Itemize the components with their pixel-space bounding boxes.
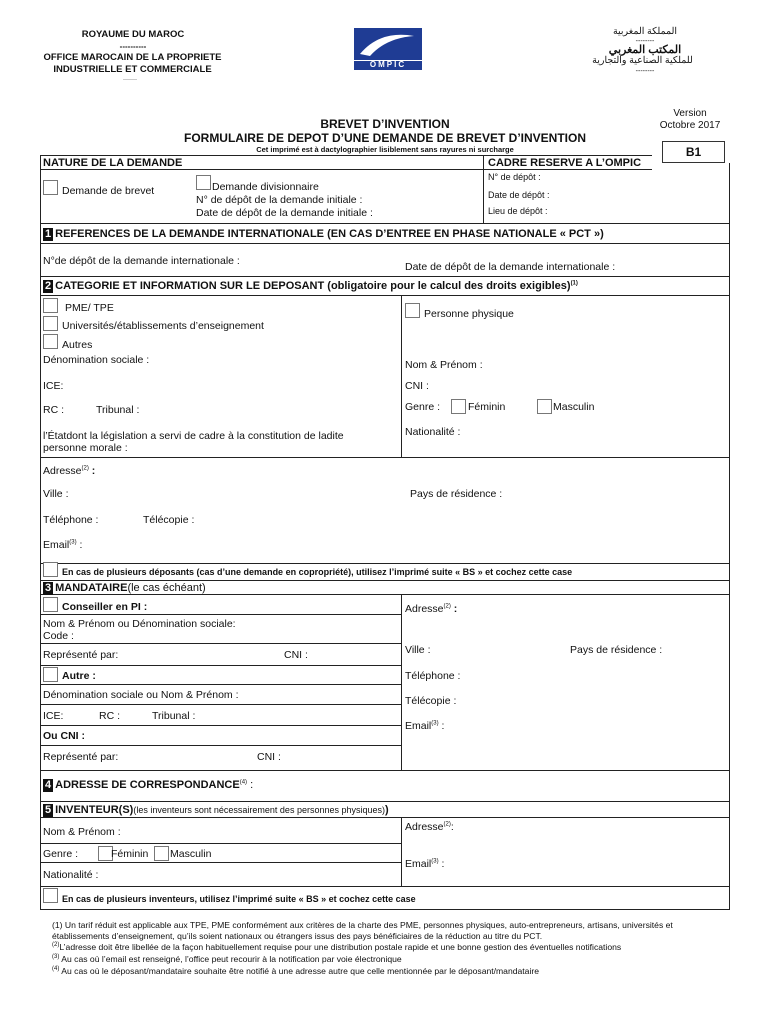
s3-telephone-label: Téléphone : [405,670,461,682]
date-depot-initiale-label: Date de dépôt de la demande initiale : [196,207,373,219]
ice-label: ICE: [43,380,64,392]
email-sup: (3) [69,539,77,546]
s1-title: REFERENCES DE LA DEMANDE INTERNATIONALE (EN CAS D’ENTREE EN PHASE NATIONALE « PCT ») [55,228,604,240]
s5-masculin-label: Masculin [170,848,212,860]
s3-represente-label: Représenté par: [43,649,119,661]
s5-adresse-text: Adresse [405,821,444,833]
pme-checkbox[interactable] [43,298,58,313]
s4-sup: (4) [239,779,248,786]
universites-label: Universités/établissements d’enseignement [62,320,264,332]
telecopie-label: Télécopie : [143,514,195,526]
s3-heading [43,582,206,595]
s2-heading [43,280,578,293]
s3-rc-label: RC : [99,710,120,722]
masculin-label: Masculin [553,401,595,413]
s4-title: ADRESSE DE CORRESPONDANCE [55,779,240,791]
cadre-lieu-depot: Lieu de dépôt : [488,206,548,216]
footnote-2-mark: (2) [52,942,60,949]
s3-nom-denom-label: Nom & Prénom ou Dénomination sociale: [43,618,236,630]
s5-masculin-checkbox[interactable] [154,846,169,861]
pme-label: PME/ TPE [65,302,114,314]
s1-no-depot-label: N°de dépôt de la demande internationale : [43,255,240,267]
form-code-box: B1 [662,141,725,163]
s3-pays-label: Pays de résidence : [570,644,663,656]
adresse-label: Adresse$^{(2)}$ : [43,465,96,477]
header-left-line5: ------- [123,77,137,83]
s3-denom-nom-label: Dénomination sociale ou Nom & Prénom : [43,689,239,701]
email-text: Email [43,539,70,551]
s5-nom-prenom-label: Nom & Prénom : [43,826,121,838]
s5-email-label: Email$^{(3)}$ : [405,858,445,870]
genre-label: Genre : [405,401,441,413]
version-date: Octobre 2017 [659,120,721,131]
header-left-line4: INDUSTRIELLE ET COMMERCIALE [53,64,212,75]
header-left-line2: ---------- [119,42,147,51]
autres-label: Autres [62,339,93,351]
no-depot-initiale-label: N° de dépôt de la demande initiale : [196,194,363,206]
footnote-4-text: Au cas où le déposant/mandataire souhaite être notifié à une adresse autre que celle mentionnée par le déposant/mandataire [61,966,540,976]
s2-plusieurs-checkbox[interactable] [43,562,58,577]
s1-number: 1 [45,228,52,240]
footnote-3-mark: (3) [52,954,60,961]
s2-number: 2 [45,280,52,292]
nature-heading: NATURE DE LA DEMANDE [43,157,183,169]
ompic-logo [352,26,424,72]
feminin-checkbox[interactable] [451,399,466,414]
s3-cni-label: CNI : [284,649,308,661]
denomination-label: Dénomination sociale : [43,354,150,366]
brevet-label: Demande de brevet [62,185,155,197]
s3-ville-label: Ville : [405,644,431,656]
footnote-2-text: L’adresse doit être libellée de la façon habituellement requise pour une distribution postale rapide et une bonne gestion des éventuelles notifications [59,942,622,952]
ville-label: Ville : [43,488,69,500]
header-left-line3: OFFICE MAROCAIN DE LA PROPRIETE [43,52,222,63]
autre-checkbox[interactable] [43,667,58,682]
s3-represente2-label: Représenté par: [43,751,119,763]
cadre-date-depot: Date de dépôt : [488,190,550,200]
email-label: Email$^{(3)}$ : [43,539,83,551]
footnote-3-text: Au cas où l’email est renseigné, l’office peut recourir à la notification par voie électronique [61,954,402,964]
s5-nationalite-label: Nationalité : [43,869,99,881]
footnote-1b: établissements d’enseignement, qu’ils soient nationaux ou étrangers issus des pays bénéficiaires de la réduction au titre du PCT. [52,931,543,941]
footnote-2 [52,943,621,953]
s5-plusieurs-label: En cas de plusieurs inventeurs, utilisez l’imprimé suite « BS » et cochez cette case [62,894,416,904]
s5-number: 5 [45,804,52,816]
s5-genre-label: Genre : [43,848,79,860]
personne-physique-label: Personne physique [424,308,514,320]
footnote-1: (1) Un tarif réduit est applicable aux TPE, PME conformément aux critères de la charte des PME, personnes physiques, auto-entrepreneurs, artisans, universités et [52,920,673,930]
s3-title: MANDATAIRE [55,582,128,594]
telephone-label: Téléphone : [43,514,99,526]
header-right-line1: المملكة المغربية [612,26,678,37]
header-right-line2: -------- [635,38,655,45]
cni-label: CNI : [405,380,429,392]
s4-heading: 4 ADRESSE DE CORRESPONDANCE$^{(4)}$ : [45,779,254,791]
s2-title: CATEGORIE ET INFORMATION SUR LE DEPOSANT (obligatoire pour le calcul des droits exigibles) [55,280,571,292]
nationalite-label: Nationalité : [405,426,461,438]
header-right-line3: المكتب المغربي [608,44,682,56]
s3-number: 3 [45,582,52,594]
s5-title-note: (les inventeurs sont nécessairement des personnes physiques) [133,805,385,815]
s3-email-label: Email$^{(3)}$ : [405,720,445,732]
logo-text: OMPIC [369,60,407,69]
s5-heading: 5 INVENTEUR(S)(les inventeurs sont nécessairement des personnes physiques)) [45,804,389,816]
etat-label-2: personne morale : [43,442,128,454]
s5-feminin-label: Féminin [111,848,149,860]
cadre-no-depot: N° de dépôt : [488,172,541,182]
s5-plusieurs-checkbox[interactable] [43,888,58,903]
tribunal-label: Tribunal : [96,404,140,416]
personne-physique-checkbox[interactable] [405,303,420,318]
header-right-line5: -------- [635,68,655,75]
footnote-4-mark: (4) [52,966,60,973]
s5-email-text: Email [405,858,432,870]
conseiller-label: Conseiller en PI : [62,601,148,613]
header-left-line1: ROYAUME DU MAROC [81,29,185,40]
s3-email-text: Email [405,720,432,732]
adresse-sup: (2) [81,465,89,472]
brevet-checkbox[interactable] [43,180,58,195]
s3-telecopie-label: Télécopie : [405,695,457,707]
form-note: Cet imprimé est à dactylographier lisiblement sans rayures ni surcharge [256,145,514,154]
s3-adresse-text: Adresse [405,603,444,615]
s2-plusieurs-label: En cas de plusieurs déposants (cas d’une demande en copropriété), utilisez l’imprimé suite « BS » et cochez cette case [62,567,573,577]
s1-heading [43,228,604,241]
s2-title-sup: (1) [570,280,578,287]
s3-ice-label: ICE: [43,710,64,722]
feminin-label: Féminin [468,401,506,413]
version-label: Version [673,108,707,119]
autre-label: Autre : [62,670,96,682]
universites-checkbox[interactable] [43,316,58,331]
s3-adresse-label: Adresse$^{(2)}$ : [405,603,458,615]
autres-checkbox[interactable] [43,334,58,349]
s3-tribunal-label: Tribunal : [152,710,196,722]
nom-prenom-label: Nom & Prénom : [405,359,483,371]
s3-ou-cni-label: Ou CNI : [43,730,85,742]
divisionnaire-checkbox[interactable] [196,175,211,190]
footnote-3 [52,955,402,965]
pays-label: Pays de résidence : [410,488,503,500]
rc-label: RC : [43,404,64,416]
s3-cni2-label: CNI : [257,751,281,763]
masculin-checkbox[interactable] [537,399,552,414]
header-right-line4: للملكية الصناعية والتجارية [592,55,693,66]
cadre-heading: CADRE RESERVE A L’OMPIC [488,157,642,169]
s1-date-depot-label: Date de dépôt de la demande internationale : [405,261,616,273]
divisionnaire-label: Demande divisionnaire [212,181,319,193]
s3-title-suffix: (le cas échéant) [127,582,206,594]
s3-code-label: Code : [43,630,74,642]
adresse-text: Adresse [43,465,82,477]
s5-title: INVENTEUR(S) [55,804,134,816]
form-title: BREVET D’INVENTION [320,117,450,131]
conseiller-checkbox[interactable] [43,597,58,612]
form-subtitle: FORMULAIRE DE DEPOT D’UNE DEMANDE DE BREVET D’INVENTION [183,131,587,145]
footnote-4 [52,967,539,977]
etat-label: l’Étatdont la législation a servi de cadre à la constitution de ladite [43,430,344,442]
s4-number: 4 [45,779,52,791]
s5-adresse-label: Adresse$^{(2)}$: [405,821,454,833]
